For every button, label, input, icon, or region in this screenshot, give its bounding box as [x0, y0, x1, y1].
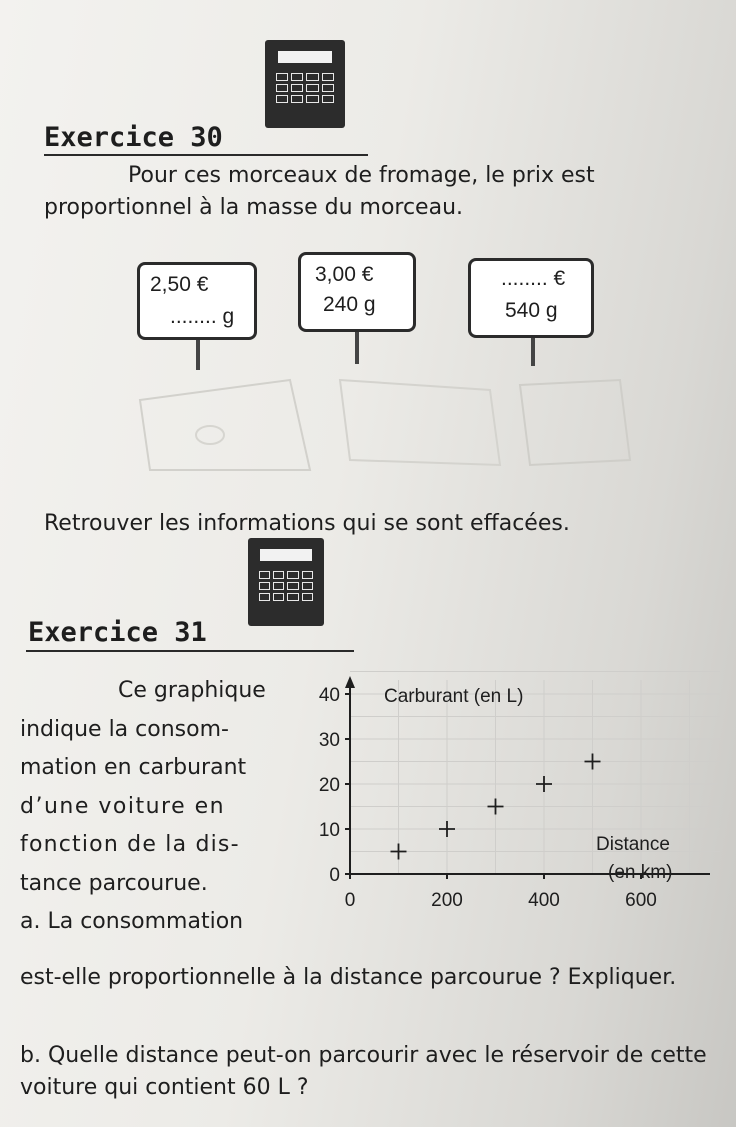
cheese-illustration	[120, 360, 640, 490]
exercise-31-intro	[20, 672, 290, 942]
question-b: b. Quelle distance peut-on parcourir avec le réservoir de cette voiture qui contient 60 L ?	[20, 1043, 707, 1100]
price-tag-1	[137, 262, 257, 340]
price-tag-2	[298, 252, 416, 332]
chart-ylabel: Carburant (en L)	[384, 686, 524, 707]
intro-line: indique la consom-	[20, 716, 229, 742]
exercise-30-rule	[44, 154, 368, 156]
intro-line: mation en carburant	[20, 755, 247, 780]
y-tick-label: 40	[318, 685, 340, 706]
data-point-cross	[488, 799, 504, 815]
y-tick-label: 30	[318, 730, 340, 751]
intro-line: d’une voiture en	[20, 793, 226, 819]
y-axis-arrow	[345, 676, 355, 688]
y-tick-label: 0	[329, 865, 340, 886]
data-point-cross	[585, 754, 601, 770]
tag-3-mass: 540 g	[505, 299, 558, 322]
question-a-start: a. La consommation	[20, 909, 244, 934]
chart-xlabel-line1: Distance	[596, 834, 670, 855]
data-point-cross	[536, 776, 552, 792]
intro-line: fonction de la dis-	[20, 832, 240, 857]
price-tag-3	[468, 258, 594, 338]
exercise-30-instruction: Retrouver les informations qui se sont effacées.	[44, 511, 570, 536]
tag-1-price: 2,50 €	[150, 273, 209, 296]
data-point-cross	[439, 821, 455, 837]
chart-xlabel-line2: (en km)	[608, 862, 673, 883]
tag-3-price: ........ €	[501, 267, 566, 290]
exercise-30-title: Exercice 30	[44, 122, 223, 153]
x-tick-label: 200	[431, 890, 463, 911]
tag-2-price: 3,00 €	[315, 263, 374, 286]
intro-line: Ce graphique	[118, 678, 266, 703]
y-tick-label: 20	[318, 775, 340, 796]
x-tick-label: 600	[625, 890, 657, 911]
tag-1-mass: ........ g	[170, 305, 235, 328]
question-a-rest: est-elle proportionnelle à la distance parcourue ? Expliquer.	[20, 965, 677, 990]
exercise-31-rule	[26, 650, 354, 652]
x-tick-label: 0	[344, 890, 356, 911]
fuel-consumption-chart	[300, 660, 730, 930]
data-point-cross	[391, 844, 407, 860]
exercise-30-paragraph: Pour ces morceaux de fromage, le prix est proportionnel à la masse du morceau.	[44, 163, 595, 220]
calculator-icon	[248, 538, 324, 626]
intro-line: tance parcourue.	[20, 870, 208, 896]
x-tick-label: 400	[528, 890, 560, 911]
exercise-31-title: Exercice 31	[28, 617, 207, 648]
y-tick-label: 10	[318, 820, 340, 841]
tag-2-mass: 240 g	[323, 293, 376, 316]
calculator-icon	[265, 40, 345, 128]
